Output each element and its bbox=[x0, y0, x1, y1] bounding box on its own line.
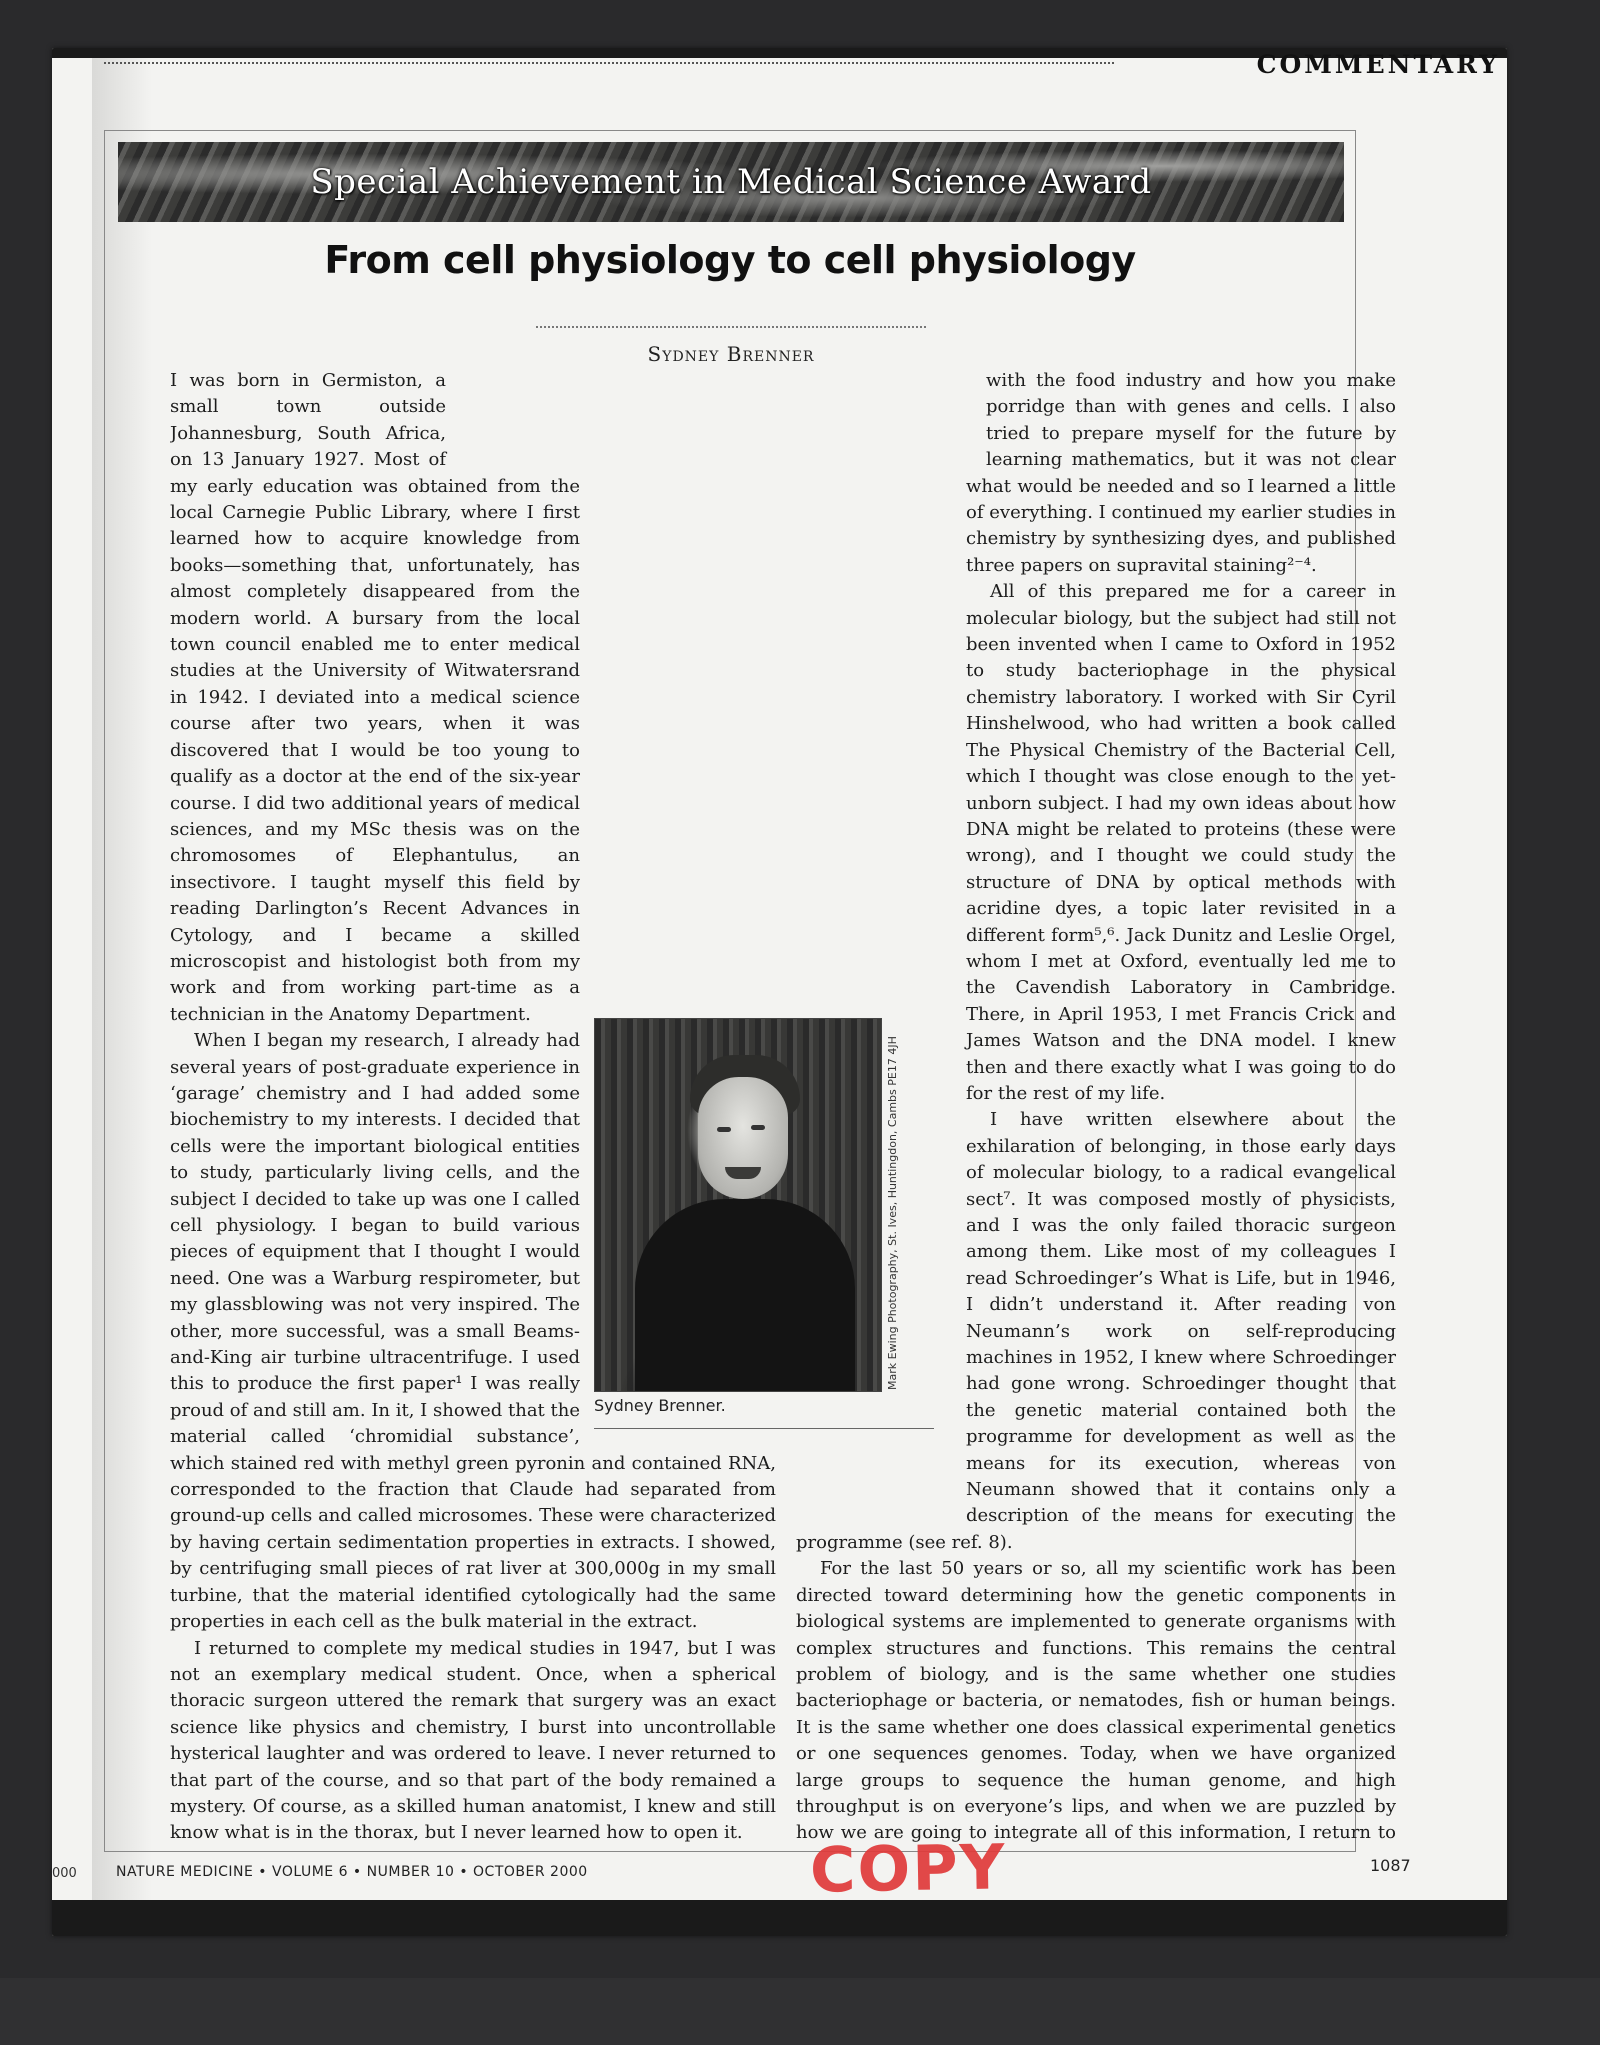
photo-face bbox=[698, 1077, 788, 1199]
footer-page-number: 1087 bbox=[1370, 1856, 1411, 1875]
right-paragraph-3: I have written elsewhere about the exhilaration of belonging, in those early days of molecular biology, to a radical evangelical sect⁷. It was composed mostly of physicists, and I was the only failed thoracic surgeon among them. Like most of my colleagues I read Schroedinger’s What is Life, but in 1946, I didn’t understand it. After reading von Neumann’s work on self-reproducing machines in 1952, I knew where Schroedinger had gone wrong. Schroedinger thought that the genetic material contained both the programme for development as well as the means for its execution, whereas von Neumann showed that it contains only a description of the means for executing the programme (see ref. 8). bbox=[796, 1109, 1396, 1553]
layout-spacer bbox=[796, 368, 986, 448]
right-paragraph-1: with the food industry and how you make porridge than with genes and cells. I also tried to prepare myself for the future by learning mathematics, but it was not clear what would be needed and so I learned a little of everything. I continued my earlier studies in chemistry by synthesizing dyes, and published three papers on supravital staining²⁻⁴. bbox=[966, 370, 1396, 576]
header-dotted-rule bbox=[104, 62, 1114, 64]
footer-journal-info: NATURE MEDICINE • VOLUME 6 • NUMBER 10 • OCTOBER 2000 bbox=[116, 1864, 588, 1880]
right-paragraph-2: All of this prepared me for a career in molecular biology, but the subject had still not been invented when I came to Oxford in 1952 to study bacteriophage in the physical chemistry laboratory. I worked with Sir Cyril Hinshelwood, who had written a book called The Physical Chemistry of the Bacterial Cell, which I thought was close enough to the yet-unborn subject. I had my own ideas about how DNA might be related to proteins (these were wrong), and I thought we could study the structure of DNA by optical methods with acridine dyes, a topic later revisited in a different form⁵,⁶. Jack Dunitz and Leslie Orgel, whom I met at Oxford, eventually led me to the Cavendish Laboratory in Cambridge. There, in April 1953, I met Francis Crick and James Watson and the DNA model. I knew then and there exactly what I was going to do for the rest of my life. bbox=[966, 581, 1396, 1104]
right-paragraph-4: For the last 50 years or so, all my scientific work has been directed toward determining how the genetic components in biological systems are implemented to generate organisms with complex structures and functions. This remains the central problem of biology, and is the same whether one studies bacteriophage or bacteria, or nematodes, fish or human beings. It is the same whether one does classical experimental genetics or one sequences genomes. Today, when we have organized large groups to sequence the human genome, and high throughput is on everyone’s lips, and when we are puzzled by how we are going to integrate all of this information, I return to bbox=[796, 1558, 1396, 1844]
award-banner bbox=[118, 142, 1344, 222]
left-paragraph-1: I was born in Germiston, a small town outside Johannesburg, South Africa, on 13 January 1927. Most of my early education was obtained from the local Carnegie Public Library, where I first learned how to acquire knowledge from books—something that, unfortunately, has almost completely disappeared from the modern world. A bursary from the local town council enabled me to enter medical studies at the University of Witwatersrand in 1942. I deviated into a medical science course after two years, when it was discovered that I would be too young to qualify as a doctor at the end of the six-year course. I did two additional years of medical sciences, and my MSc thesis was on the chromosomes of Elephantulus, an insectivore. I taught myself this field by reading Darlington’s Recent Advances in Cytology, and I became a skilled microscopist and histologist both from my work and from working part-time as a technician in the Anatomy Department. bbox=[170, 370, 580, 1025]
section-label: COMMENTARY bbox=[1256, 50, 1500, 79]
scanner-background bbox=[0, 1978, 1600, 2045]
caption-rule bbox=[594, 1428, 934, 1429]
photo-eye bbox=[717, 1127, 731, 1132]
photo-caption: Sydney Brenner. bbox=[594, 1396, 726, 1415]
left-paragraph-2: When I began my research, I already had several years of post-graduate experience in ‘garage’ chemistry and I had added some biochemistry to my interests. I decided that cells were the important biological entities to study, particularly living cells, and the subject I decided to take up was one I called cell physiology. I began to build various pieces of equipment that I thought I would need. One was a Warburg respirometer, but my glassblowing was not very inspired. The other, more successful, was a small Beams-and-King air turbine ultracentrifuge. I used this to produce the first paper¹ I was really proud of and still am. In it, I showed that the material called ‘chromidial substance’, which stained red with methyl green pyronin and contained RNA, corresponded to the fraction that Claude had separated from ground-up cells and called microsomes. These were characterized by having certain sedimentation properties in extracts. I showed, by centrifuging small pieces of rat liver at 300,000g in my small turbine, that the material identified cytologically had the same properties in each cell as the bulk material in the extract. bbox=[170, 1030, 776, 1633]
photo-eye bbox=[751, 1125, 765, 1130]
photo-body bbox=[635, 1199, 855, 1392]
margin-mark: 000 bbox=[52, 1866, 77, 1881]
left-paragraph-4 bbox=[170, 1847, 776, 1848]
award-banner-text: Special Achievement in Medical Science Award bbox=[310, 162, 1152, 202]
photo-credit: Mark Ewing Photography, St. Ives, Huntingdon, Cambs PE17 4JH bbox=[886, 1036, 899, 1390]
author-photo bbox=[594, 1018, 882, 1392]
page-bottom-edge bbox=[52, 1900, 1507, 1936]
article-author: Sydney Brenner bbox=[647, 342, 815, 366]
left-paragraph-3: I returned to complete my medical studies in 1947, but I was not an exemplary medical student. Once, when a spherical thoracic surgeon uttered the remark that surgery was an exact science like physics and chemistry, I burst into uncontrollable hysterical laughter and was ordered to leave. I never returned to that part of the course, and so that part of the body remained a mystery. Of course, as a skilled human anatomist, I knew and still know what is in the thorax, but I never learned how to open it. bbox=[170, 1637, 776, 1844]
layout-spacer bbox=[446, 368, 776, 448]
copy-stamp: COPY bbox=[809, 1830, 1008, 1907]
article-title: From cell physiology to cell physiology bbox=[324, 238, 1136, 282]
author-dotted-rule bbox=[536, 326, 926, 328]
